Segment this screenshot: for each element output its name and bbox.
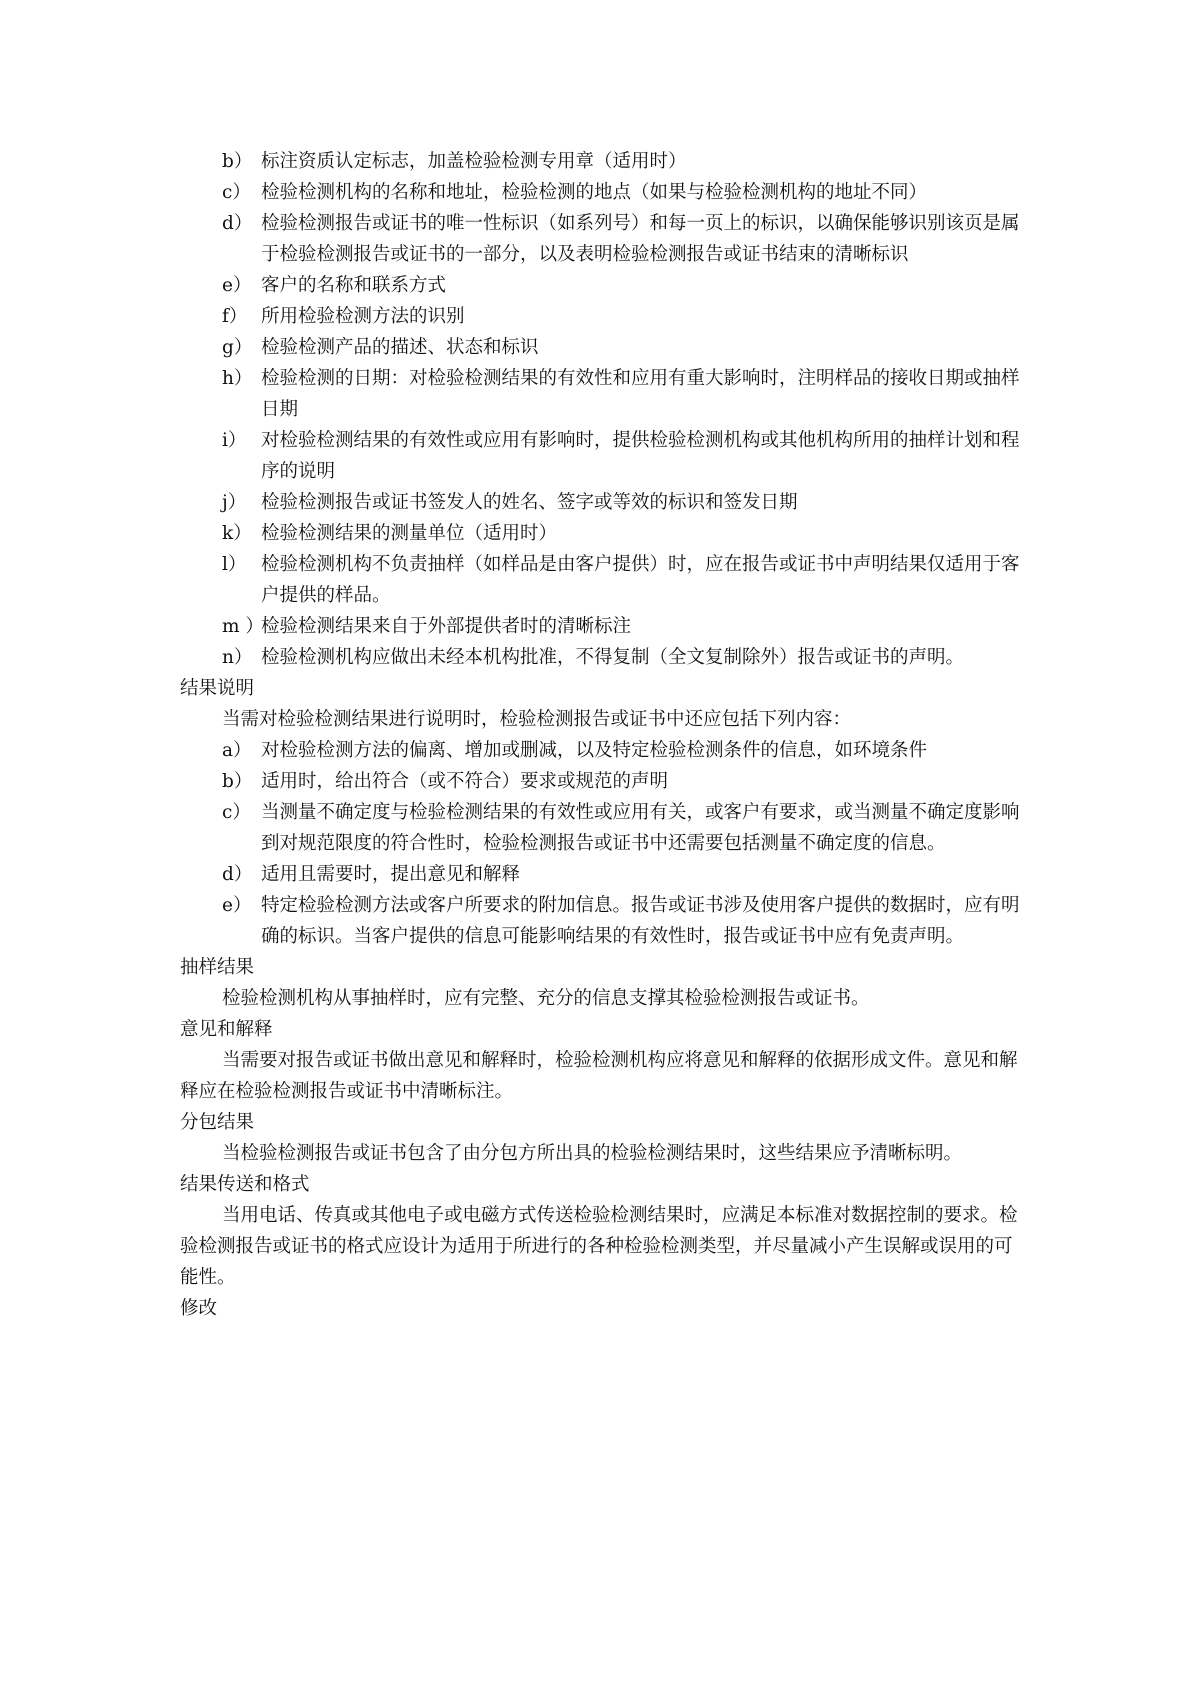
list-marker: d） <box>222 864 253 885</box>
list-text: 所用检验检测方法的识别 <box>261 306 465 327</box>
list-marker: g） <box>222 337 253 358</box>
list-marker: i） <box>222 430 247 451</box>
section-paragraph-subcontract: 当检验检测报告或证书包含了由分包方所出具的检验检测结果时，这些结果应予清晰标明。 <box>222 1143 963 1164</box>
list-text: 客户的名称和联系方式 <box>261 275 447 296</box>
list-item <box>180 611 1020 642</box>
list-marker: b） <box>222 771 253 792</box>
list-item <box>180 518 1020 549</box>
list-text: 检验检测机构的名称和地址，检验检测的地点（如果与检验检测机构的地址不同） <box>261 182 928 203</box>
list-marker: c） <box>222 802 251 823</box>
list-text: 适用时，给出符合（或不符合）要求或规范的声明 <box>261 771 669 792</box>
list-item <box>180 766 1020 797</box>
section-heading-transfer: 结果传送和格式 <box>180 1174 310 1195</box>
list-item <box>180 642 1020 673</box>
list-marker: b） <box>222 151 253 172</box>
section-paragraph-opinion: 当需要对报告或证书做出意见和解释时，检验检测机构应将意见和解释的依据形成文件。意见和解释应在检验检测报告或证书中清晰标注。 <box>180 1050 1018 1102</box>
list-item <box>180 425 1020 487</box>
list-marker: f） <box>222 306 248 327</box>
section-intro: 当需对检验检测结果进行说明时，检验检测报告或证书中还应包括下列内容： <box>222 709 852 730</box>
list-item <box>180 208 1020 270</box>
list-item <box>180 890 1020 952</box>
list-item <box>180 549 1020 611</box>
result-explanation-list <box>180 735 1020 952</box>
list-marker: c） <box>222 182 251 203</box>
list-item <box>180 735 1020 766</box>
list-marker: h） <box>222 368 253 389</box>
report-content-list <box>180 146 1020 673</box>
list-marker: l） <box>222 554 247 575</box>
list-text: 当测量不确定度与检验检测结果的有效性或应用有关，或客户有要求，或当测量不确定度影响到对规范限度的符合性时，检验检测报告或证书中还需要包括测量不确定度的信息。 <box>261 802 1020 854</box>
list-marker: j） <box>222 492 247 513</box>
list-text: 检验检测报告或证书的唯一性标识（如系列号）和每一页上的标识，以确保能够识别该页是属于检验检测报告或证书的一部分，以及表明检验检测报告或证书结束的清晰标识 <box>261 213 1020 265</box>
list-text: 对检验检测方法的偏离、增加或删减，以及特定检验检测条件的信息，如环境条件 <box>261 740 928 761</box>
list-item <box>180 363 1020 425</box>
list-text: 对检验检测结果的有效性或应用有影响时，提供检验检测机构或其他机构所用的抽样计划和程序的说明 <box>261 430 1020 482</box>
list-item <box>180 177 1020 208</box>
section-heading-opinion: 意见和解释 <box>180 1019 273 1040</box>
list-text: 标注资质认定标志，加盖检验检测专用章（适用时） <box>261 151 687 172</box>
list-text: 检验检测的日期：对检验检测结果的有效性和应用有重大影响时，注明样品的接收日期或抽样日期 <box>261 368 1020 420</box>
section-paragraph-transfer: 当用电话、传真或其他电子或电磁方式传送检验检测结果时，应满足本标准对数据控制的要求。检验检测报告或证书的格式应设计为适用于所进行的各种检验检测类型，并尽量减小产生误解或误用的可能性。 <box>180 1205 1018 1288</box>
section-heading-modify: 修改 <box>180 1298 218 1319</box>
list-marker: e） <box>222 895 252 916</box>
list-marker: k） <box>222 523 252 544</box>
section-paragraph-sampling: 检验检测机构从事抽样时，应有完整、充分的信息支撑其检验检测报告或证书。 <box>222 988 870 1009</box>
section-heading-result-explanation: 结果说明 <box>180 678 255 699</box>
document-body <box>180 146 1020 1324</box>
list-item <box>180 270 1020 301</box>
list-text: 特定检验检测方法或客户所要求的附加信息。报告或证书涉及使用客户提供的数据时，应有明确的标识。当客户提供的信息可能影响结果的有效性时，报告或证书中应有免责声明。 <box>261 895 1020 947</box>
list-marker: m ） <box>222 616 264 637</box>
list-marker: e） <box>222 275 252 296</box>
section-heading-subcontract: 分包结果 <box>180 1112 255 1133</box>
list-item <box>180 301 1020 332</box>
list-marker: d） <box>222 213 253 234</box>
list-text: 适用且需要时，提出意见和解释 <box>261 864 521 885</box>
list-text: 检验检测机构不负责抽样（如样品是由客户提供）时，应在报告或证书中声明结果仅适用于客户提供的样品。 <box>261 554 1020 606</box>
section-heading-sampling: 抽样结果 <box>180 957 255 978</box>
list-item <box>180 859 1020 890</box>
list-item <box>180 487 1020 518</box>
list-text: 检验检测产品的描述、状态和标识 <box>261 337 539 358</box>
list-text: 检验检测报告或证书签发人的姓名、签字或等效的标识和签发日期 <box>261 492 798 513</box>
list-text: 检验检测机构应做出未经本机构批准，不得复制（全文复制除外）报告或证书的声明。 <box>261 647 965 668</box>
list-text: 检验检测结果的测量单位（适用时） <box>261 523 558 544</box>
list-text: 检验检测结果来自于外部提供者时的清晰标注 <box>261 616 632 637</box>
list-item <box>180 332 1020 363</box>
list-marker: n） <box>222 647 253 668</box>
list-item <box>180 797 1020 859</box>
list-item <box>180 146 1020 177</box>
list-marker: a） <box>222 740 252 761</box>
